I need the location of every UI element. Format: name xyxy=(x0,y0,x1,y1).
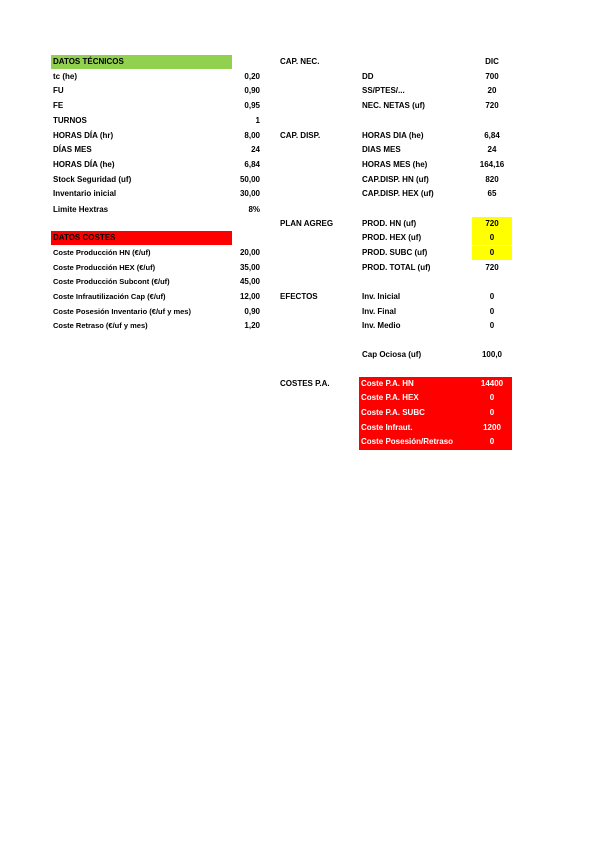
tech-label: TURNOS xyxy=(53,116,87,125)
costes-label: Coste P.A. SUBC xyxy=(361,406,425,420)
efectos-value: 0 xyxy=(489,292,495,301)
tech-label: tc (he) xyxy=(53,72,77,81)
prod-subc-value[interactable]: 0 xyxy=(472,246,512,260)
cap-disp-value: 6,84 xyxy=(484,131,500,140)
cap-disp-value: 24 xyxy=(487,145,497,154)
plan-agreg-label: PROD. SUBC (uf) xyxy=(362,248,428,257)
tech-value: 8% xyxy=(248,205,260,214)
cost-label: Coste Retraso (€/uf y mes) xyxy=(53,321,148,330)
cap-nec-value: 720 xyxy=(485,101,499,110)
tech-value: 8,00 xyxy=(244,131,260,140)
costes-label: Coste P.A. HN xyxy=(361,377,414,391)
tech-label: Inventario inicial xyxy=(53,189,117,198)
cost-value: 35,00 xyxy=(239,263,260,272)
cap-disp-label: DIAS MES xyxy=(362,145,401,154)
tech-value: 6,84 xyxy=(244,160,260,169)
tech-label: Stock Seguridad (uf) xyxy=(53,175,132,184)
tech-data-header: DATOS TÉCNICOS xyxy=(51,55,232,69)
cost-label: Coste Infrautilización Cap (€/uf) xyxy=(53,292,166,301)
cost-value: 12,00 xyxy=(239,292,260,301)
cost-label: Coste Producción Subcont (€/uf) xyxy=(53,277,170,286)
cost-label: Coste Producción HN (€/uf) xyxy=(53,248,151,257)
efectos-value: 0 xyxy=(489,321,495,330)
cost-value: 45,00 xyxy=(239,277,260,286)
cost-value: 0,90 xyxy=(244,307,260,316)
cost-value: 1,20 xyxy=(244,321,260,330)
plan-agreg-label: PROD. HN (uf) xyxy=(362,219,417,228)
costes-label: Coste Infraut. xyxy=(361,421,413,435)
costes-label: Coste Posesión/Retraso xyxy=(361,435,453,449)
tech-label: DÍAS MES xyxy=(53,145,92,154)
prod-total-value: 720 xyxy=(485,263,499,272)
cap-nec-value: 20 xyxy=(487,86,497,95)
cap-disp-label: HORAS DIA (he) xyxy=(362,131,424,140)
cap-nec-label: DD xyxy=(362,72,374,81)
tech-label: HORAS DÍA (hr) xyxy=(53,131,114,140)
tech-value: 0,90 xyxy=(244,86,260,95)
section-cap-nec: CAP. NEC. xyxy=(280,57,320,66)
costes-value: 0 xyxy=(472,406,512,420)
tech-value: 30,00 xyxy=(239,189,260,198)
tech-label: Limite Hextras xyxy=(53,205,109,214)
cap-disp-value: 164,16 xyxy=(479,160,505,169)
cap-ociosa-label: Cap Ociosa (uf) xyxy=(362,350,422,359)
cost-label: Coste Posesión Inventario (€/uf y mes) xyxy=(53,307,191,316)
costes-value: 0 xyxy=(472,391,512,405)
cap-disp-label: CAP.DISP. HN (uf) xyxy=(362,175,429,184)
section-efectos: EFECTOS xyxy=(280,292,318,301)
section-costes: COSTES P.A. xyxy=(280,379,330,388)
efectos-value: 0 xyxy=(489,307,495,316)
tech-label: HORAS DÍA (he) xyxy=(53,160,115,169)
cost-value: 20,00 xyxy=(239,248,260,257)
efectos-label: Inv. Medio xyxy=(362,321,401,330)
cost-data-header: DATOS COSTES xyxy=(51,231,232,245)
cap-nec-value: 700 xyxy=(485,72,499,81)
tech-label: FU xyxy=(53,86,64,95)
tech-value: 0,95 xyxy=(244,101,260,110)
efectos-label: Inv. Final xyxy=(362,307,397,316)
plan-agreg-label: PROD. HEX (uf) xyxy=(362,233,422,242)
section-plan-agreg: PLAN AGREG xyxy=(280,219,334,228)
tech-value: 24 xyxy=(251,145,260,154)
cap-disp-value: 820 xyxy=(485,175,499,184)
cap-nec-label: SS/PTES/... xyxy=(362,86,405,95)
cap-disp-value: 65 xyxy=(487,189,497,198)
cap-disp-label: CAP.DISP. HEX (uf) xyxy=(362,189,434,198)
tech-value: 1 xyxy=(255,116,260,125)
cap-disp-label: HORAS MES (he) xyxy=(362,160,428,169)
cap-nec-label: NEC. NETAS (uf) xyxy=(362,101,425,110)
tech-label: FE xyxy=(53,101,64,110)
cost-label: Coste Producción HEX (€/uf) xyxy=(53,263,156,272)
tech-value: 50,00 xyxy=(239,175,260,184)
cap-ociosa-value: 100,0 xyxy=(481,350,503,359)
costes-value: 1200 xyxy=(472,421,512,435)
efectos-label: Inv. Inicial xyxy=(362,292,401,301)
prod-hn-value[interactable]: 720 xyxy=(472,217,512,231)
costes-value: 0 xyxy=(472,435,512,449)
costes-label: Coste P.A. HEX xyxy=(361,391,419,405)
section-cap-disp: CAP. DISP. xyxy=(280,131,321,140)
month-header: DIC xyxy=(485,57,499,66)
prod-hex-value[interactable]: 0 xyxy=(472,231,512,245)
costes-value: 14400 xyxy=(472,377,512,391)
plan-agreg-label: PROD. TOTAL (uf) xyxy=(362,263,431,272)
tech-value: 0,20 xyxy=(244,72,260,81)
